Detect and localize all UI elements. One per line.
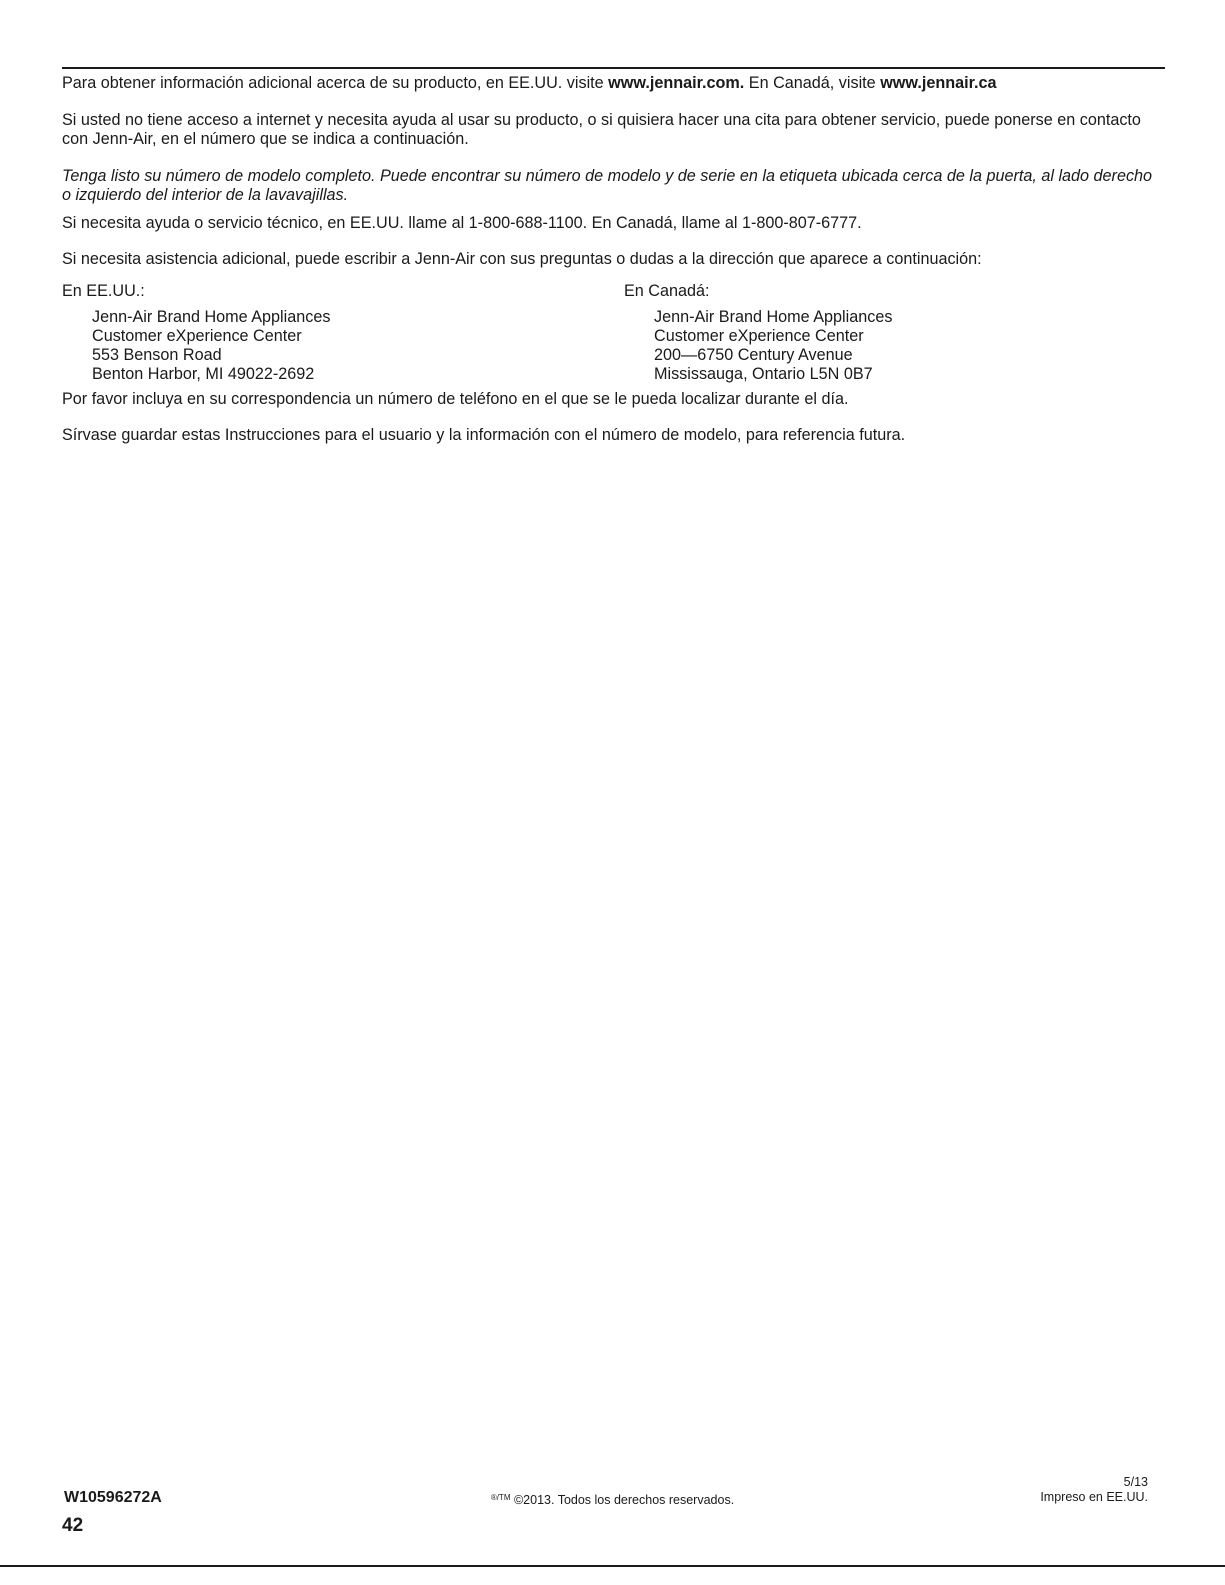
part-number: W10596272A xyxy=(64,1489,162,1506)
print-info xyxy=(1040,1475,1148,1505)
canada-address-block xyxy=(654,308,892,384)
printed-in: Impreso en EE.UU. xyxy=(1040,1490,1148,1504)
canada-address-line: Jenn-Air Brand Home Appliances xyxy=(654,308,893,326)
canada-address-line: Customer eXperience Center xyxy=(654,327,864,345)
us-website-link[interactable]: www.jennair.com. xyxy=(608,74,745,92)
us-address-line: Customer eXperience Center xyxy=(92,327,302,345)
write-help-paragraph: Si necesita asistencia adicional, puede escribir a Jenn-Air con sus preguntas o dudas a la dirección que aparece a continuación: xyxy=(62,250,982,268)
intro-text-canada: En Canadá, visite xyxy=(744,74,881,92)
save-instructions-note: Sírvase guardar estas Instrucciones para el usuario y la información con el número de modelo, para referencia futura. xyxy=(62,426,906,444)
trademark-symbol: ®/TM xyxy=(490,1493,511,1502)
print-date: 5/13 xyxy=(1123,1475,1148,1489)
us-address-line: 553 Benson Road xyxy=(92,346,222,364)
bottom-rule xyxy=(0,1565,1225,1567)
canada-address-heading: En Canadá: xyxy=(624,282,710,300)
model-number-note: Tenga listo su número de modelo completo. Puede encontrar su número de modelo y de serie en la etiqueta ubicada cerca de la puerta, al lado derecho o izquierdo del interior de la lavavajillas. xyxy=(62,167,1153,204)
phone-number-note: Por favor incluya en su correspondencia un número de teléfono en el que se le pueda localizar durante el día. xyxy=(62,390,849,408)
copyright-text: ©2013. Todos los derechos reservados. xyxy=(510,1493,735,1507)
us-address-line: Benton Harbor, MI 49022-2692 xyxy=(92,365,315,383)
no-internet-paragraph: Si usted no tiene acceso a internet y necesita ayuda al usar su producto, o si quisiera hacer una cita para obtener servicio, puede ponerse en contacto con Jenn-Air, en el número que se indica a continuación. xyxy=(62,111,1141,148)
top-rule xyxy=(62,67,1165,69)
us-address-block xyxy=(92,308,330,384)
us-address-heading: En EE.UU.: xyxy=(62,282,145,300)
canada-website-link[interactable]: www.jennair.ca xyxy=(880,74,997,92)
intro-text: Para obtener información adicional acerca de su producto, en EE.UU. visite xyxy=(62,74,609,92)
canada-address-line: Mississauga, Ontario L5N 0B7 xyxy=(654,365,873,383)
phone-help-paragraph: Si necesita ayuda o servicio técnico, en EE.UU. llame al 1-800-688-1100. En Canadá, llame al 1-800-807-6777. xyxy=(62,214,862,232)
us-address-line: Jenn-Air Brand Home Appliances xyxy=(92,308,331,326)
intro-paragraph xyxy=(62,74,1162,93)
canada-address-line: 200—6750 Century Avenue xyxy=(654,346,853,364)
page-number: 42 xyxy=(62,1515,84,1536)
